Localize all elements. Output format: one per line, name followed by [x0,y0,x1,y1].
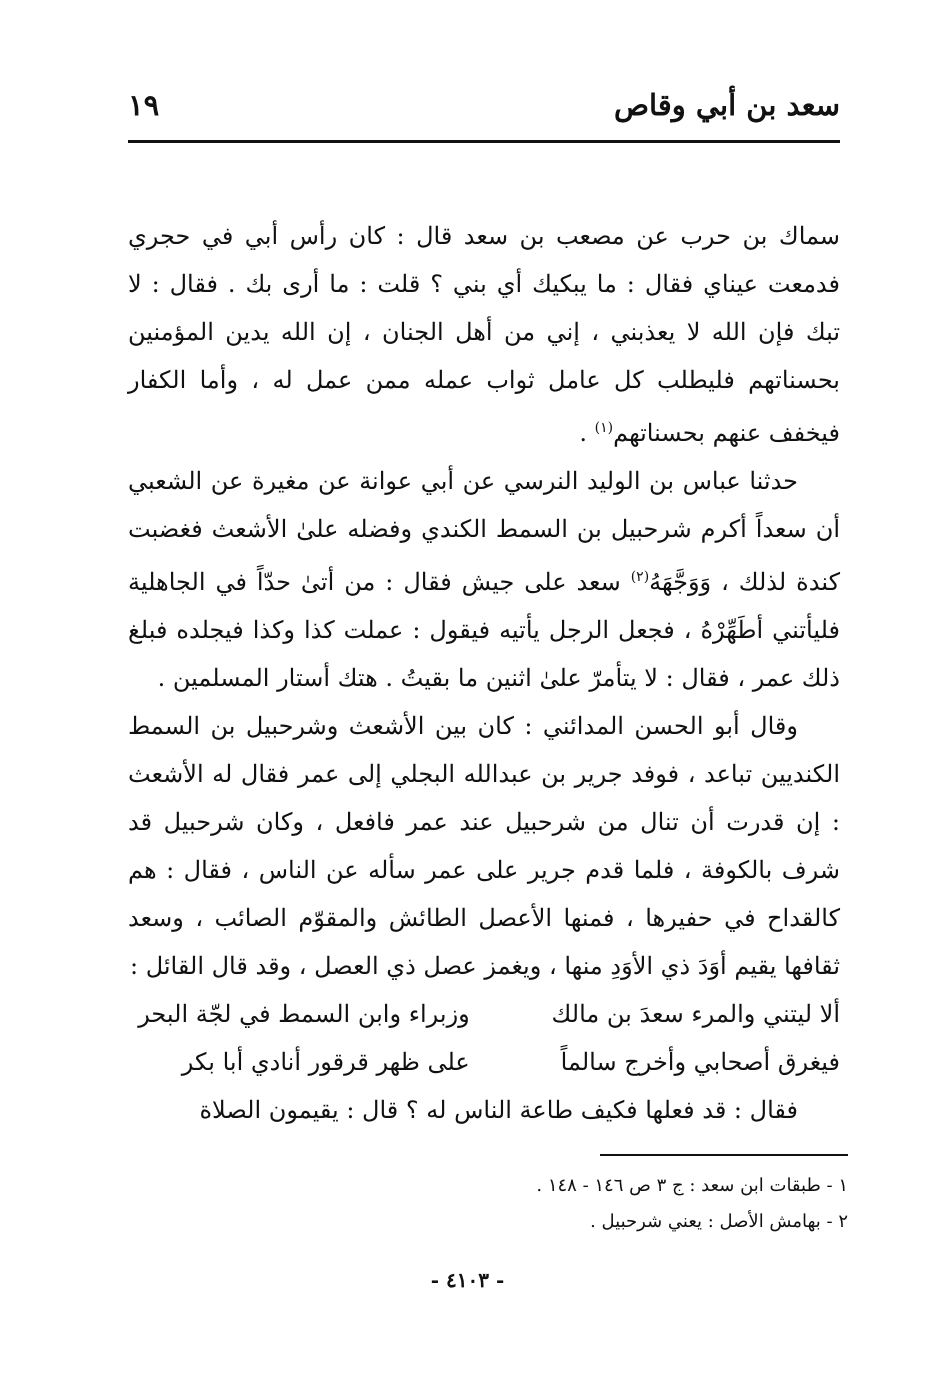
running-head [128,88,840,128]
paragraph: وقال أبو الحسن المدائني : كان بين الأشعث وشرحبيل بن السمط الكنديين تباعد ، فوفد جرير بن عبدالله البجلي إلى عمر فقال له الأشعث : إن قدرت أن تنال من شرحبيل عند عمر فافعل ، وكان شرحبيل قد شرف بالكوفة ، فلما قدم جرير على عمر سأله عن الناس ، فقال : هم كالقداح في حفيرها ، فمنها الأعصل الطائش والمقوّم الصائب ، وسعد ثقافها يقيم أوَدَ ذي الأوَدِ منها ، ويغمز عصل ذي العصل ، وقد قال القائل : [128,712,841,980]
verse-second-hemistich: وزبراء وابن السمط في لجّة البحر [138,1000,470,1028]
footnotes [420,1168,848,1240]
paragraph-text: سعد على جيش فقال : من أتىٰ حدّاً في الجاهلية فليأتني أطَهِّرْهُ ، فجعل الرجل يأتيه فيقول : عملت كذا وكذا فيجلده فبلغ ذلك عمر ، فقال : لا يتأمرّ علىٰ اثنين ما بقيتُ . هتك أستار المسلمين . [128,568,840,692]
verse-first-hemistich: فيغرق أصحابي وأخرج سالماً [560,1048,840,1076]
paragraph-text: سماك بن حرب عن مصعب بن سعد قال : كان رأس أبي في حجري فدمعت عيناي فقال : ما يبكيك أي بني ؟ قلت : ما أرى بك . فقال : لا تبك فإن الله لا يعذبني ، إني من أهل الجنان ، إن الله يدين المؤمنين بحسناتهم فليطلب كل عامل ثواب عمله ممن عمل له ، وأما الكفار فيخفف عنهم بحسناتهم [128,222,841,447]
paragraph-text: حدثنا عباس بن الوليد النرسي عن أبي عوانة عن مغيرة عن الشعبي أن سعداً أكرم شرحبيل بن السمط الكندي وفضله علىٰ الأشعث فغضبت كندة لذلك ، وَوَجَّهَهُ [128,467,841,596]
paragraph: فقال : قد فعلها فكيف طاعة الناس له ؟ قال : يقيمون الصلاة [199,1096,798,1124]
footnote-rule [600,1154,848,1156]
paragraph-text: . [579,419,595,447]
verse-line [128,1038,840,1086]
footnote: ٢ - بهامش الأصل : يعني شرحبيل . [590,1211,848,1232]
footnote-marker: (٢) [630,569,650,585]
chapter-title: سعد بن أبي وقاص [613,88,840,122]
paragraph [128,212,840,457]
page-number: ١٩ [128,88,160,122]
paragraph [128,457,840,702]
verse-line [128,990,840,1038]
verse-second-hemistich: على ظهر قرقور أنادي أبا بكر [181,1048,470,1076]
verse-first-hemistich: ألا ليتني والمرء سعدَ بن مالك [551,1000,840,1028]
folio-number: - ٤١٠٣ - [430,1268,505,1292]
body-text [128,212,840,1134]
footnote-marker: (١) [594,420,614,436]
header-rule [128,140,840,143]
footnote: ١ - طبقات ابن سعد : ج ٣ ص ١٤٦ - ١٤٨ . [536,1175,848,1196]
poem-verses [128,990,840,1086]
